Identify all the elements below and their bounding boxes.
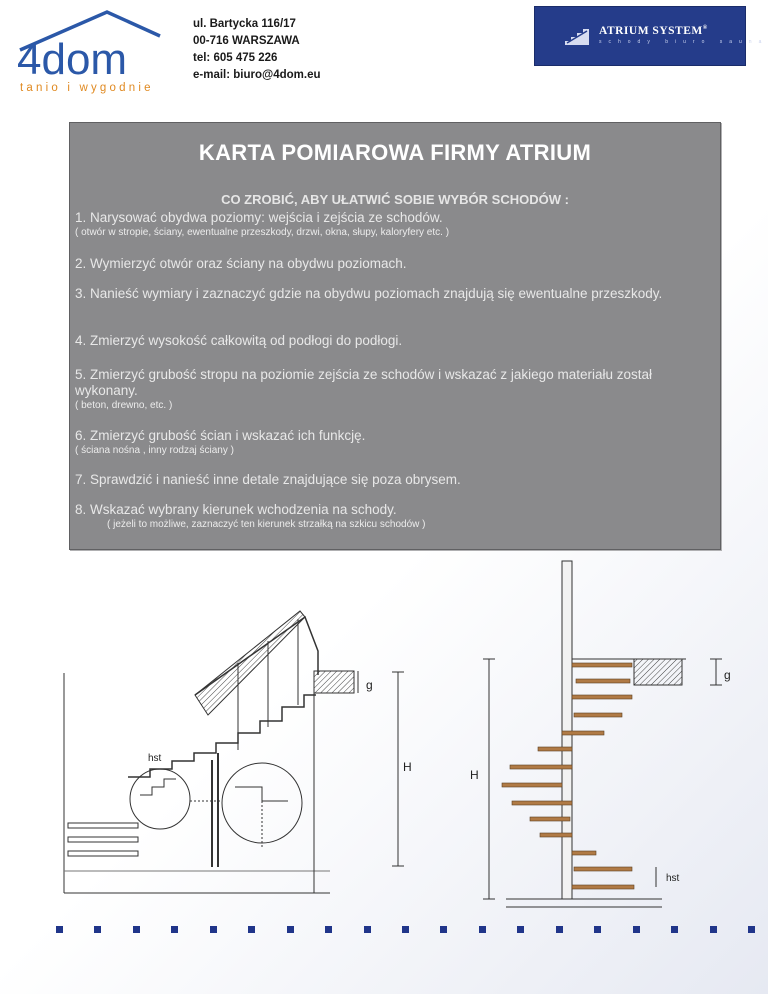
left-H-label: H xyxy=(403,760,412,774)
step-1 xyxy=(75,210,705,240)
footer-dot xyxy=(633,926,640,933)
top-slab xyxy=(634,659,682,685)
footer-dot xyxy=(402,926,409,933)
footer-dot xyxy=(133,926,140,933)
footer-dot xyxy=(364,926,371,933)
contact-phone: tel: 605 475 226 xyxy=(193,52,278,64)
step-5 xyxy=(75,367,705,413)
footer-dots xyxy=(56,926,756,940)
step-text: 6. Zmierzyć grubość ścian i wskazać ich funkcję. xyxy=(75,428,366,443)
right-g-label: g xyxy=(724,668,731,682)
step-text: 1. Narysować obydwa poziomy: wejścia i zejścia ze schodów. xyxy=(75,210,443,225)
step-8 xyxy=(75,502,705,532)
instructions-panel xyxy=(69,122,721,550)
stair-drawings xyxy=(0,555,768,925)
logo-wordmark: 4dom xyxy=(17,35,128,84)
step-text: 5. Zmierzyć grubość stropu na poziomie zejścia ze schodów i wskazać z jakiego materiału został wykonany. xyxy=(75,367,652,398)
footer-dot xyxy=(210,926,217,933)
contact-email: e-mail: biuro@4dom.eu xyxy=(193,69,321,81)
ceiling-slab xyxy=(314,671,354,693)
footer-dot xyxy=(171,926,178,933)
detail-circle-small xyxy=(130,769,190,829)
footer-dot xyxy=(440,926,447,933)
step-6 xyxy=(75,428,705,458)
step-2 xyxy=(75,256,705,272)
step-text: 4. Zmierzyć wysokość całkowitą od podłogi do podłogi. xyxy=(75,333,403,348)
stringer xyxy=(128,695,316,777)
4dom-logo xyxy=(14,10,184,96)
panel-subtitle: CO ZROBIĆ, ABY UŁATWIĆ SOBIE WYBÓR SCHODÓW : xyxy=(221,192,569,207)
step-text: 7. Sprawdzić i nanieść inne detale znajdujące się poza obrysem. xyxy=(75,472,461,487)
atrium-name: ATRIUM SYSTEM® xyxy=(599,25,708,37)
contact-address-city: 00-716 WARSZAWA xyxy=(193,35,300,47)
step-note: ( beton, drewno, etc. ) xyxy=(75,400,173,411)
panel-title: KARTA POMIAROWA FIRMY ATRIUM xyxy=(198,140,592,165)
right-hst-label: hst xyxy=(666,873,680,884)
step-note: ( otwór w stropie, ściany, ewentualne przeszkody, drzwi, okna, słupy, kaloryfery etc. ) xyxy=(75,227,450,238)
footer-dot xyxy=(594,926,601,933)
step-3 xyxy=(75,286,705,302)
footer-dot xyxy=(325,926,332,933)
left-g-label: g xyxy=(366,678,373,692)
straight-stair-diagram xyxy=(64,611,404,893)
step-7 xyxy=(75,472,705,488)
footer-dot xyxy=(94,926,101,933)
footer-dot xyxy=(671,926,678,933)
step-note: ( ściana nośna , inny rodzaj ściany ) xyxy=(75,445,234,456)
step-4 xyxy=(75,333,705,349)
footer-dot xyxy=(556,926,563,933)
step-text: 3. Nanieść wymiary i zaznaczyć gdzie na obydwu poziomach znajdują się ewentualne przeszkody. xyxy=(75,286,663,301)
atrium-system-logo xyxy=(534,6,768,66)
left-hst-label: hst xyxy=(148,753,162,764)
step-text: 8. Wskazać wybrany kierunek wchodzenia na schody. xyxy=(75,502,397,517)
step-text: 2. Wymierzyć otwór oraz ściany na obydwu poziomach. xyxy=(75,256,407,271)
footer-dot xyxy=(710,926,717,933)
atrium-tagline: schody biuro sauna xyxy=(599,39,768,45)
footer-dot xyxy=(56,926,63,933)
contact-block xyxy=(193,16,321,84)
right-H-label: H xyxy=(470,768,479,782)
footer-dot xyxy=(748,926,755,933)
footer-dot xyxy=(479,926,486,933)
footer-dot xyxy=(287,926,294,933)
logo-tagline: tanio i wygodnie xyxy=(20,82,154,94)
atrium-stairs-icon xyxy=(563,23,593,47)
contact-address-street: ul. Bartycka 116/17 xyxy=(193,18,296,30)
footer-dot xyxy=(517,926,524,933)
footer-dot xyxy=(248,926,255,933)
step-note: ( jeżeli to możliwe, zaznaczyć ten kierunek strzałką na szkicu schodów ) xyxy=(107,519,426,530)
